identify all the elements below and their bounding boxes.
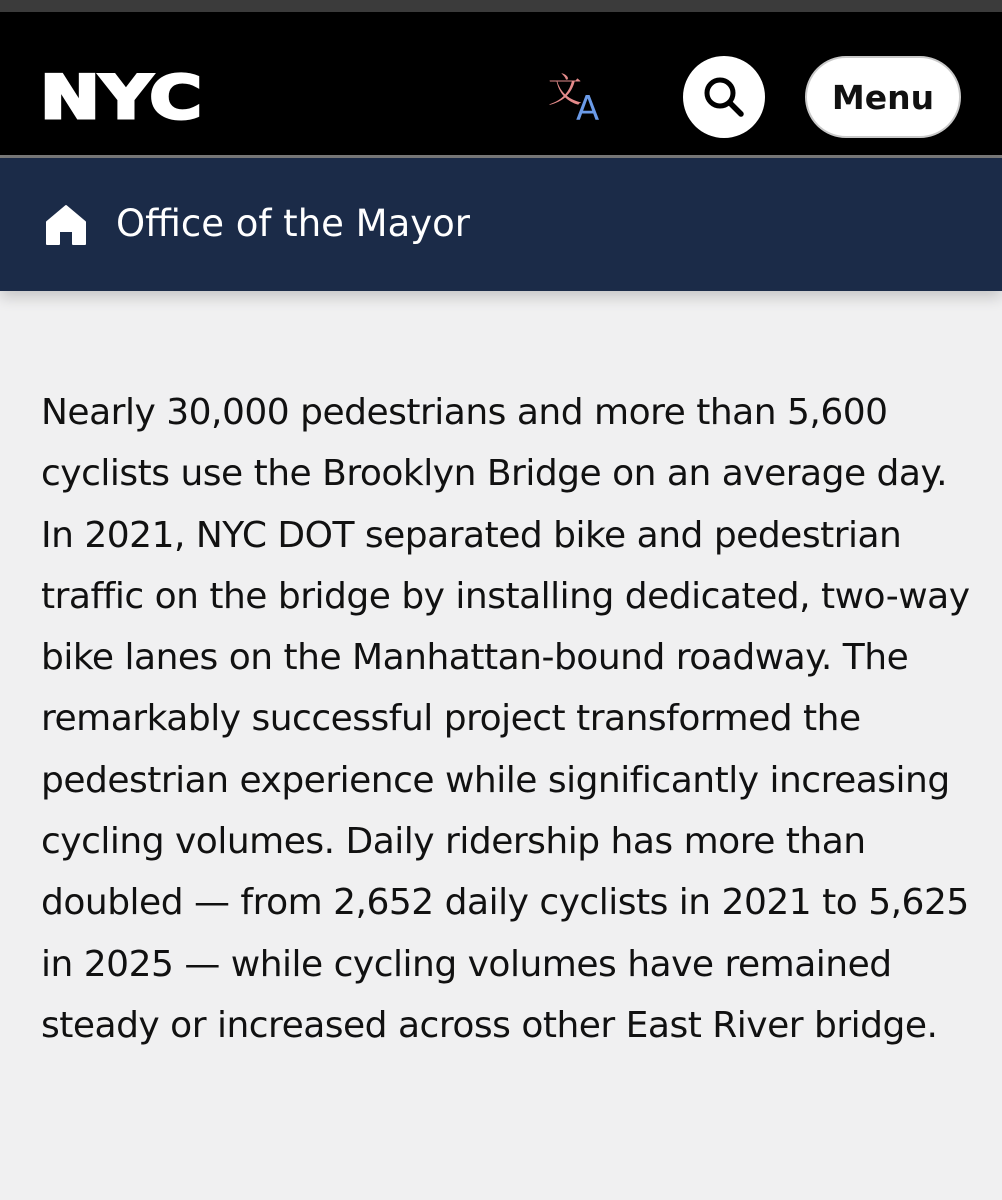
nyc-logo-mark <box>40 68 204 124</box>
home-icon[interactable] <box>44 203 88 247</box>
article-paragraph: Nearly 30,000 pedestrians and more than 5,600 cyclists use the Brooklyn Bridge on an average day. In 2021, NYC DOT separated bike and pedestrian traffic on the bridge by installing dedicated, two-way bike lanes on the Manhattan-bound roadway. The remarkably successful project transformed the pedestrian experience while significantly increasing cycling volumes. Daily ridership has more than doubled — from 2,652 daily cyclists in 2021 to 5,625 in 2025 — while cycling volumes have remained steady or increased across other East River bridge. <box>41 392 970 1046</box>
search-button[interactable] <box>683 56 765 138</box>
breadcrumb <box>0 158 1002 291</box>
search-icon <box>701 74 747 120</box>
site-header <box>0 12 1002 155</box>
svg-text:A: A <box>576 89 600 124</box>
nyc-logo[interactable] <box>40 68 204 124</box>
top-strip <box>0 0 1002 12</box>
svg-text:文: 文 <box>548 71 582 111</box>
breadcrumb-office-link[interactable]: Office of the Mayor <box>116 202 471 245</box>
menu-button[interactable]: Menu <box>805 56 961 138</box>
svg-text:NYC: NYC <box>40 68 202 124</box>
translate-icon[interactable] <box>546 66 614 124</box>
